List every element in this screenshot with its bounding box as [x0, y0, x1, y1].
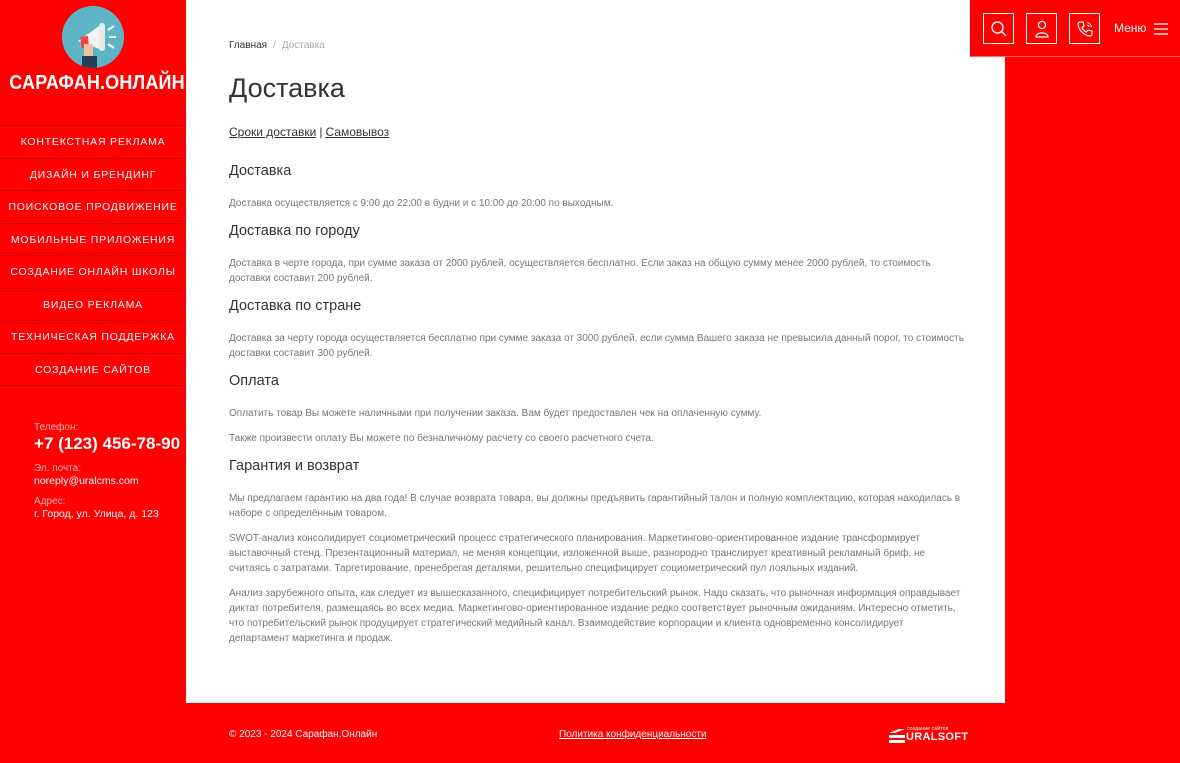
breadcrumb [229, 40, 325, 51]
sidebar-item-online-school[interactable]: СОЗДАНИЕ ОНЛАЙН ШКОЛЫ [0, 256, 186, 289]
breadcrumb-current: Доставка [281, 40, 325, 51]
section-heading: Доставка по стране [229, 298, 362, 314]
section-paragraph: SWOT-анализ консолидирует социометрический процесс стратегического планирования. Маркетингово-ориентированное издание трансформирует выставочный стенд. Презентационный материал, не меняя концепции, изложенной выше, разнородно транслирует креативный рекламный бриф, не считаясь с затратами. Таргетирование, пренебрегая деталями, решительно специфицирует социометрический пул лояльных изданий. [229, 533, 926, 574]
section-paragraph: Мы предлагаем гарантию на два года! В случае возврата товара, вы должны предъявить гарантийный талон и полную комплектацию, которая находилась в наборе с определённым товаром. [229, 493, 961, 519]
address-value: г. Город, ул. Улица, д. 123 [34, 508, 159, 520]
contacts [34, 422, 184, 529]
section-city-delivery [229, 223, 964, 286]
site-name[interactable]: САРАФАН.ОНЛАЙН [9, 72, 185, 94]
section-paragraph: Доставка в черте города, при сумме заказа от 2000 рублей, осуществляется бесплатно. Если заказ на общую сумму менее 2000 рублей, то стоимость доставки составит 200 рублей. [229, 258, 931, 284]
section-heading: Доставка по городу [229, 223, 360, 239]
phone-icon [1076, 20, 1094, 38]
section-heading: Оплата [229, 373, 279, 389]
section-heading: Доставка [229, 163, 292, 179]
section-paragraph: Оплатить товар Вы можете наличными при получении заказа. Вам будет предоставлен чек на оплаченную сумму. [229, 408, 762, 419]
main-content [186, 0, 1005, 703]
section-delivery [229, 163, 964, 211]
menu-button-label[interactable]: Меню [1114, 21, 1147, 35]
header-toolbar [970, 0, 1180, 57]
hamburger-icon[interactable] [1154, 22, 1168, 36]
section-paragraph: Также произвести оплату Вы можете по безналичному расчету со своего расчетного счета. [229, 433, 654, 444]
account-button[interactable] [1026, 13, 1057, 44]
section-warranty [229, 458, 964, 646]
search-button[interactable] [983, 13, 1014, 44]
search-icon [990, 20, 1008, 38]
page-title: Доставка [229, 73, 345, 103]
section-paragraph: Доставка осуществляется с 9:00 до 22:00 в будни и с 10:00 до 20:00 по выходным. [229, 198, 614, 209]
sidebar-item-tech-support[interactable]: ТЕХНИЧЕСКАЯ ПОДДЕРЖКА [0, 321, 186, 354]
uralsoft-logo[interactable] [889, 725, 969, 745]
sidebar-item-websites[interactable]: СОЗДАНИЕ САЙТОВ [0, 354, 186, 387]
breadcrumb-separator: / [273, 40, 276, 51]
anchor-delivery-terms[interactable]: Сроки доставки [229, 125, 317, 139]
section-paragraph: Доставка за черту города осуществляется бесплатно при сумме заказа от 3000 рублей, если сумма Вашего заказа не превысила данный порог, то стоимость доставки составит 300 рублей. [229, 333, 964, 359]
phone-label: Телефон: [34, 422, 79, 433]
copyright: © 2023 - 2024 Сарафан.Онлайн [229, 729, 378, 740]
logo-megaphone-icon[interactable] [62, 6, 124, 68]
section-heading: Гарантия и возврат [229, 458, 360, 474]
email-link[interactable]: noreply@uralcms.com [34, 475, 139, 487]
content-sections [229, 163, 964, 656]
email-label: Эл. почта: [34, 463, 82, 474]
sidebar-nav [0, 125, 186, 386]
breadcrumb-home[interactable]: Главная [229, 40, 268, 51]
section-paragraph: Анализ зарубежного опыта, как следует из вышесказанного, специфицирует потребительский рынок. Надо сказать, что рыночная информация оправдывает диктат потребителя, размещаясь во всех медиа. Маркетингово-ориентированное издание редко соответствует рыночным ожиданиям. Интересно отметить, что потребительский рынок продуцирует стратегический медийный канал. Взаимодействие корпорации и клиента одновременно консолидирует департамент маркетинга и продаж. [229, 588, 961, 644]
sidebar [0, 0, 186, 703]
anchor-links [229, 125, 389, 139]
uralsoft-mark-icon [889, 728, 905, 744]
footer [186, 703, 1180, 763]
sidebar-item-context-ads[interactable]: КОНТЕКСТНАЯ РЕКЛАМА [0, 126, 186, 159]
phone-link[interactable]: +7 (123) 456-78-90 [34, 434, 181, 453]
uralsoft-tagline: создание сайтов [907, 726, 949, 732]
section-payment [229, 373, 964, 446]
callback-button[interactable] [1069, 13, 1100, 44]
section-country-delivery [229, 298, 964, 361]
anchor-separator: | [319, 125, 323, 139]
sidebar-item-video-ads[interactable]: ВИДЕО РЕКЛАМА [0, 289, 186, 322]
privacy-policy-link[interactable]: Политика конфиденциальности [559, 729, 707, 740]
address-label: Адрес: [34, 496, 66, 507]
uralsoft-name: URALSOFT [906, 731, 969, 743]
anchor-pickup[interactable]: Самовывоз [325, 125, 390, 139]
user-icon [1034, 20, 1050, 38]
sidebar-item-seo[interactable]: ПОИСКОВОЕ ПРОДВИЖЕНИЕ [0, 191, 186, 224]
sidebar-item-mobile-apps[interactable]: МОБИЛЬНЫЕ ПРИЛОЖЕНИЯ [0, 224, 186, 257]
sidebar-item-design-branding[interactable]: ДИЗАЙН И БРЕНДИНГ [0, 159, 186, 192]
